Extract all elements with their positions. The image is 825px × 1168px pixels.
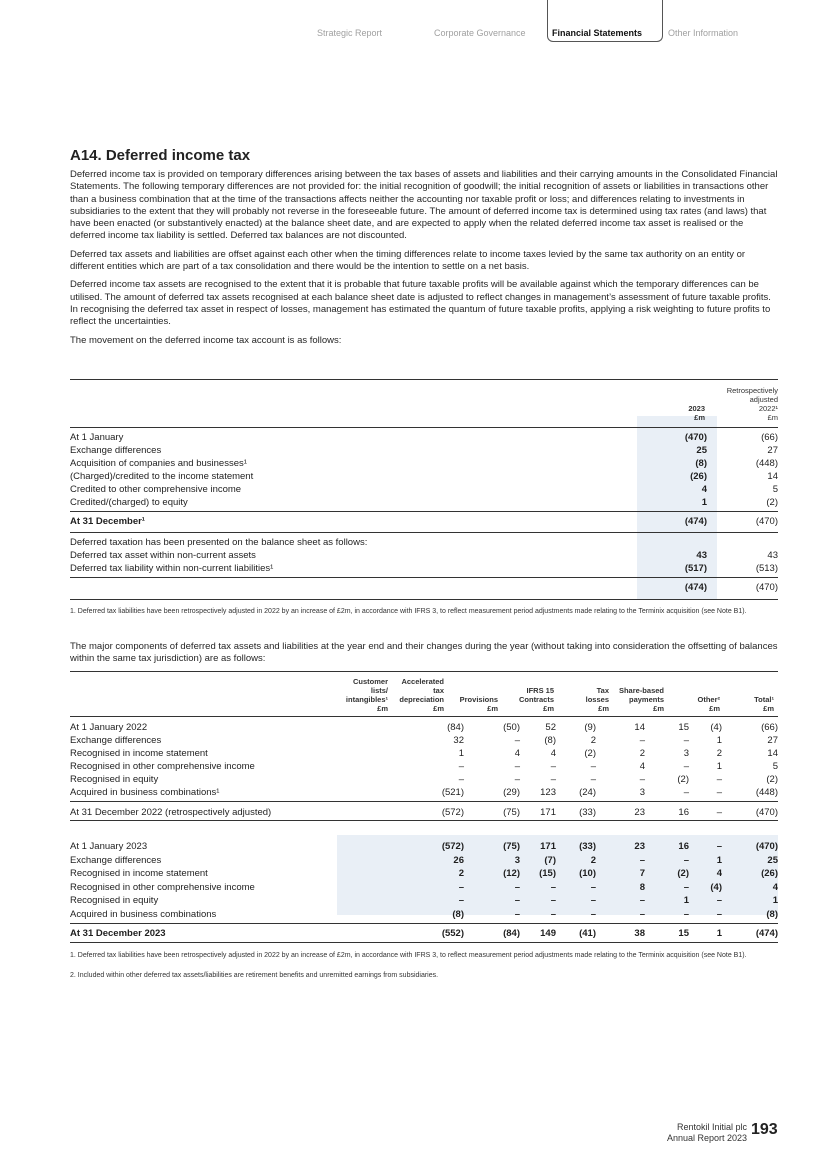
table-rule: [70, 923, 778, 924]
cell-value: 15: [678, 928, 689, 939]
paragraph-2: Deferred tax assets and liabilities are offset against each other when the timing differences relate to income taxes levied by the same tax authority on an entity or different entities which are part of a tax consolidation and there would be the intention to settle on a net basis.: [70, 248, 746, 273]
cell-value: 25: [767, 854, 778, 866]
cell-value: 2: [458, 868, 464, 879]
cell-value: –: [639, 895, 645, 906]
cell-value: (50): [503, 722, 520, 733]
cell-value: (84): [447, 722, 464, 733]
paragraph-1: Deferred income tax is provided on temporary differences arising between the tax bases of assets and liabilities and their carrying amounts in the Consolidated Financial Statements. The following temporary differences are not provided for: the initial recognition of goodwill; the initial recognition of assets or liabilities in transactions other than a business combination that at the time of the transactions affects neither the accounting nor taxable profit or loss; and differences relating to investments in subsidiaries to the extent that they will probably not reverse in the foreseeable future. The amount of deferred income tax is determined using tax rates (and laws) that have been enacted (or substantively enacted) at the balance sheet date, and are expected to apply when the related deferred income tax asset is realised or the deferred income tax liability is settled. Deferred tax balances are not discounted.: [70, 169, 778, 242]
cell-value: (572): [441, 841, 464, 852]
cell-value: –: [683, 881, 689, 893]
col-2022-line4: £m: [767, 413, 778, 422]
value-2023: (474): [684, 516, 707, 527]
cell-value: (2): [766, 774, 778, 785]
cell-value: –: [639, 854, 645, 866]
col-2023-year: 2023: [688, 404, 705, 413]
col-header-unit: £m: [763, 704, 774, 713]
cell-value: 1: [716, 761, 722, 772]
col-header-customer-lists: [333, 677, 388, 713]
cell-value: –: [550, 895, 556, 906]
cell-value: (7): [544, 854, 556, 866]
components-intro: The major components of deferred tax assets and liabilities at the year end and their changes during the year (without taking into consideration the offsetting of balances within the same tax jurisdiction) are as follows:: [70, 641, 778, 665]
table-row: [70, 908, 778, 921]
col-header-line: IFRS 15: [526, 686, 554, 695]
row-label: Exchange differences: [70, 445, 162, 456]
cell-value: (24): [579, 787, 596, 798]
row-label: Recognised in income statement: [70, 868, 208, 879]
cell-value: (8): [766, 908, 778, 920]
value-2022: (513): [755, 563, 778, 574]
cell-value: 123: [540, 787, 556, 798]
row-label: Exchange differences: [70, 854, 162, 866]
table-row: [70, 457, 778, 470]
cell-value: (66): [761, 722, 778, 733]
tab-financial-statements[interactable]: Financial Statements: [547, 0, 663, 42]
table-rule: [70, 599, 778, 600]
table-row: [70, 549, 778, 562]
cell-value: (8): [544, 735, 556, 746]
cell-value: 2: [716, 748, 722, 759]
row-label: Acquired in business combinations¹: [70, 787, 220, 798]
col-header-unit: £m: [598, 704, 609, 713]
cell-value: 23: [634, 807, 645, 818]
cell-value: –: [716, 908, 722, 920]
cell-value: (29): [503, 787, 520, 798]
total-row: [70, 927, 778, 940]
col-header-line: Accelerated: [401, 677, 444, 686]
cell-value: 1: [716, 735, 722, 746]
cell-value: 2: [639, 748, 645, 759]
value-2022: (470): [755, 582, 778, 593]
tab-strategic-report[interactable]: Strategic Report: [317, 28, 383, 38]
col-header-ifrs15-contracts: [510, 686, 554, 713]
col-header-line: tax: [433, 686, 444, 695]
paragraph-4: The movement on the deferred income tax account is as follows:: [70, 334, 342, 346]
cell-value: –: [550, 774, 556, 785]
presented-heading: [70, 536, 778, 549]
cell-value: 2: [590, 854, 596, 866]
col-header-line: Provisions: [459, 695, 498, 704]
col-header-line: depreciation: [399, 695, 444, 704]
cell-value: –: [716, 787, 722, 798]
row-label: Deferred tax liability within non-current liabilities¹: [70, 563, 274, 574]
col-header-provisions: [448, 695, 498, 713]
row-label: Credited to other comprehensive income: [70, 484, 242, 495]
cell-value: 27: [767, 735, 778, 746]
footnote-components-1: 1. Deferred tax liabilities have been retrospectively adjusted in 2022 by an increase of £2m, in accordance with IFRS 3, to reflect measurement period adjustments made relating to the Terminix acquisition (see Note B1).: [70, 952, 747, 959]
col-header-unit: £m: [709, 704, 720, 713]
value-2022: (2): [766, 497, 778, 508]
table-row: [70, 470, 778, 483]
footnote-components-2: 2. Included within other deferred tax assets/liabilities are retirement benefits and unremitted earnings from subsidiaries.: [70, 972, 439, 979]
cell-value: –: [590, 881, 596, 893]
cell-value: –: [639, 735, 645, 746]
cell-value: 4: [639, 761, 645, 772]
cell-value: 32: [453, 735, 464, 746]
row-label: Recognised in other comprehensive income: [70, 761, 255, 772]
cell-value: (2): [584, 748, 596, 759]
cell-value: –: [514, 735, 520, 746]
tab-other-information[interactable]: Other Information: [668, 28, 739, 38]
table-row: [70, 431, 778, 444]
cell-value: (572): [441, 807, 464, 818]
value-2022: (448): [755, 458, 778, 469]
footer-company: [667, 1122, 747, 1144]
total-row: [70, 806, 778, 819]
cell-value: –: [590, 895, 596, 906]
table-row: [70, 786, 778, 799]
cell-value: 5: [772, 761, 778, 772]
value-2023: 43: [696, 550, 707, 561]
cell-value: (521): [441, 787, 464, 798]
cell-value: 1: [716, 928, 722, 939]
value-2023: (8): [695, 458, 707, 469]
cell-value: –: [590, 908, 596, 920]
cell-value: 23: [634, 841, 645, 852]
col-header-line: Customer: [352, 677, 388, 686]
components-table: [70, 671, 778, 947]
row-label: Deferred tax asset within non-current assets: [70, 550, 256, 561]
cell-value: (10): [579, 868, 596, 879]
table-rule: [70, 577, 778, 578]
cell-value: 7: [639, 868, 645, 879]
value-2022: 27: [767, 445, 778, 456]
cell-value: 171: [540, 807, 556, 818]
report-name: Annual Report 2023: [666, 1133, 747, 1143]
cell-value: –: [716, 807, 722, 818]
cell-value: 14: [767, 748, 778, 759]
col-header-unit: £m: [487, 704, 498, 713]
cell-value: –: [639, 774, 645, 785]
row-label: At 31 December¹: [70, 516, 145, 527]
cell-value: (33): [579, 841, 596, 852]
cell-value: 38: [634, 928, 645, 939]
col-header-line: losses: [585, 695, 609, 704]
col-header-share-based-payments: [609, 686, 664, 713]
cell-value: 171: [540, 841, 556, 852]
footnote-1: 1. Deferred tax liabilities have been retrospectively adjusted in 2022 by an increase of £2m, in accordance with IFRS 3, to reflect measurement period adjustments made relating to the Terminix acquisition (see Note B1).: [70, 608, 747, 615]
cell-value: 3: [639, 787, 645, 798]
row-label: Acquired in business combinations: [70, 908, 217, 920]
col-header-line: payments: [628, 695, 664, 704]
table-row: [70, 496, 778, 509]
value-2023: (517): [684, 563, 707, 574]
row-label: At 1 January 2023: [70, 841, 148, 852]
cell-value: 3: [683, 748, 689, 759]
table-row: [70, 760, 778, 773]
col-header-line: intangibles¹: [345, 695, 388, 704]
cell-value: –: [458, 774, 464, 785]
table-row: [70, 734, 778, 747]
cell-value: –: [683, 787, 689, 798]
col-2022-line3: 2022¹: [758, 404, 778, 413]
cell-value: (75): [503, 841, 520, 852]
cell-value: (2): [677, 774, 689, 785]
section-title: A14. Deferred income tax: [70, 147, 251, 164]
paragraph-3: Deferred income tax assets are recognised to the extent that it is probable that future taxable profits will be available against which the temporary differences can be utilised. The amount of deferred tax assets recognised at each balance sheet date is adjusted to reflect changes in management’s assessment of future taxable profits. In recognising the deferred tax asset in respect of losses, management has estimated the quantum of future taxable profits, applying a risk weighting to future profits to reflect the uncertainties.: [70, 279, 771, 328]
row-label: Acquisition of companies and businesses¹: [70, 458, 247, 469]
cell-value: (448): [755, 787, 778, 798]
col-header-unit: £m: [433, 704, 444, 713]
cell-value: –: [550, 881, 556, 893]
value-2022: (66): [761, 432, 778, 443]
cell-value: 15: [678, 722, 689, 733]
table-rule: [70, 716, 778, 717]
cell-value: 1: [716, 854, 722, 866]
col-header-line: Total¹: [754, 695, 774, 704]
table-row: [70, 867, 778, 880]
cell-value: –: [514, 761, 520, 772]
cell-value: (41): [579, 928, 596, 939]
value-2022: 14: [767, 471, 778, 482]
cell-value: 2: [590, 735, 596, 746]
table-row: [70, 773, 778, 786]
cell-value: –: [550, 908, 556, 920]
col-header-line: Other²: [697, 695, 720, 704]
cell-value: –: [716, 774, 722, 785]
row-label: Recognised in other comprehensive income: [70, 881, 255, 893]
cell-value: –: [590, 774, 596, 785]
cell-value: –: [639, 908, 645, 920]
col-header-line: Contracts: [518, 695, 554, 704]
table-row: [70, 894, 778, 907]
cell-value: –: [716, 841, 722, 852]
cell-value: (470): [755, 841, 778, 852]
col-2023-unit: £m: [694, 413, 705, 422]
cell-value: –: [514, 908, 520, 920]
table-row: [70, 562, 778, 575]
cell-value: 8: [639, 881, 645, 893]
cell-value: –: [683, 735, 689, 746]
row-label: At 31 December 2022 (retrospectively adjusted): [70, 807, 272, 818]
cell-value: –: [683, 761, 689, 772]
cell-value: –: [716, 895, 722, 906]
cell-value: –: [550, 761, 556, 772]
cell-value: 16: [678, 841, 689, 852]
total-row: [70, 515, 778, 528]
cell-value: –: [514, 774, 520, 785]
cell-value: 52: [545, 722, 556, 733]
row-label: At 1 January 2022: [70, 722, 148, 733]
cell-value: –: [514, 881, 520, 893]
table-rule: [70, 801, 778, 802]
cell-value: (4): [710, 881, 722, 893]
value-2023: (26): [690, 471, 707, 482]
value-2022: (470): [755, 516, 778, 527]
table-row: [70, 747, 778, 760]
cell-value: –: [458, 881, 464, 893]
row-label: Exchange differences: [70, 735, 162, 746]
cell-value: 14: [634, 722, 645, 733]
row-label: (Charged)/credited to the income statement: [70, 471, 254, 482]
cell-value: –: [458, 761, 464, 772]
cell-value: –: [683, 854, 689, 866]
table-rule: [70, 379, 778, 380]
cell-value: –: [683, 908, 689, 920]
table-rule: [70, 511, 778, 512]
cell-value: (9): [584, 722, 596, 733]
cell-value: –: [458, 895, 464, 906]
cell-value: –: [590, 761, 596, 772]
cell-value: (474): [755, 928, 778, 939]
col-2022-line1: Retrospectively: [726, 386, 778, 395]
cell-value: 1: [772, 895, 778, 906]
value-2023: 25: [696, 445, 707, 456]
row-label: Recognised in income statement: [70, 748, 208, 759]
cell-value: (552): [441, 928, 464, 939]
row-label: At 1 January: [70, 432, 124, 443]
cell-value: 26: [453, 854, 464, 866]
col-header-other: [680, 695, 720, 713]
col-header-accelerated-depreciation: [388, 677, 444, 713]
section-body: [70, 147, 778, 347]
cell-value: 4: [716, 868, 722, 879]
value-2022: 5: [772, 484, 778, 495]
col-header-total: [738, 695, 774, 713]
cell-value: (2): [677, 868, 689, 879]
table-rule: [70, 671, 778, 672]
col-header-line: Share-based: [618, 686, 664, 695]
col-header-unit: £m: [377, 704, 388, 713]
cell-value: (75): [503, 807, 520, 818]
col-2022-header: [698, 386, 778, 422]
company-name: Rentokil Initial plc: [676, 1122, 747, 1132]
row-label: Recognised in equity: [70, 774, 159, 785]
value-2023: (474): [684, 582, 707, 593]
cell-value: 1: [683, 895, 689, 906]
table-rule: [70, 532, 778, 533]
cell-value: 1: [458, 748, 464, 759]
cell-value: 149: [540, 928, 556, 939]
row-label: Credited/(charged) to equity: [70, 497, 188, 508]
cell-value: 16: [678, 807, 689, 818]
col-header-line: Tax: [596, 686, 609, 695]
cell-value: 4: [550, 748, 556, 759]
table-row: [70, 881, 778, 894]
cell-value: (8): [452, 908, 464, 920]
table-row: [70, 854, 778, 867]
table-row: [70, 483, 778, 496]
row-label: At 31 December 2023: [70, 928, 166, 939]
table-row: [70, 721, 778, 734]
table-row: [70, 444, 778, 457]
row-label: Deferred taxation has been presented on the balance sheet as follows:: [70, 537, 368, 548]
row-label: Recognised in equity: [70, 895, 159, 906]
total-row: [70, 581, 778, 594]
table-rule: [70, 427, 778, 428]
page-number: 193: [751, 1121, 778, 1138]
col-2022-line2: adjusted: [749, 395, 778, 404]
value-2023: 4: [701, 484, 707, 495]
section-nav: [0, 0, 825, 48]
table-rule: [70, 820, 778, 821]
col-header-tax-losses: [573, 686, 609, 713]
table-rule: [70, 942, 778, 943]
cell-value: (26): [761, 868, 778, 879]
col-header-unit: £m: [653, 704, 664, 713]
cell-value: 4: [514, 748, 520, 759]
tab-corporate-governance[interactable]: Corporate Governance: [434, 28, 526, 38]
value-2023: (470): [684, 432, 707, 443]
cell-value: (470): [755, 807, 778, 818]
movement-table: [70, 380, 778, 600]
value-2022: 43: [767, 550, 778, 561]
table-row: [70, 840, 778, 853]
cell-value: (12): [503, 868, 520, 879]
cell-value: (15): [539, 868, 556, 879]
cell-value: (4): [710, 722, 722, 733]
cell-value: –: [514, 895, 520, 906]
cell-value: 4: [772, 881, 778, 893]
col-header-line: lists/: [370, 686, 388, 695]
col-header-unit: £m: [543, 704, 554, 713]
cell-value: (84): [503, 928, 520, 939]
cell-value: 3: [514, 854, 520, 866]
value-2023: 1: [701, 497, 707, 508]
cell-value: (33): [579, 807, 596, 818]
